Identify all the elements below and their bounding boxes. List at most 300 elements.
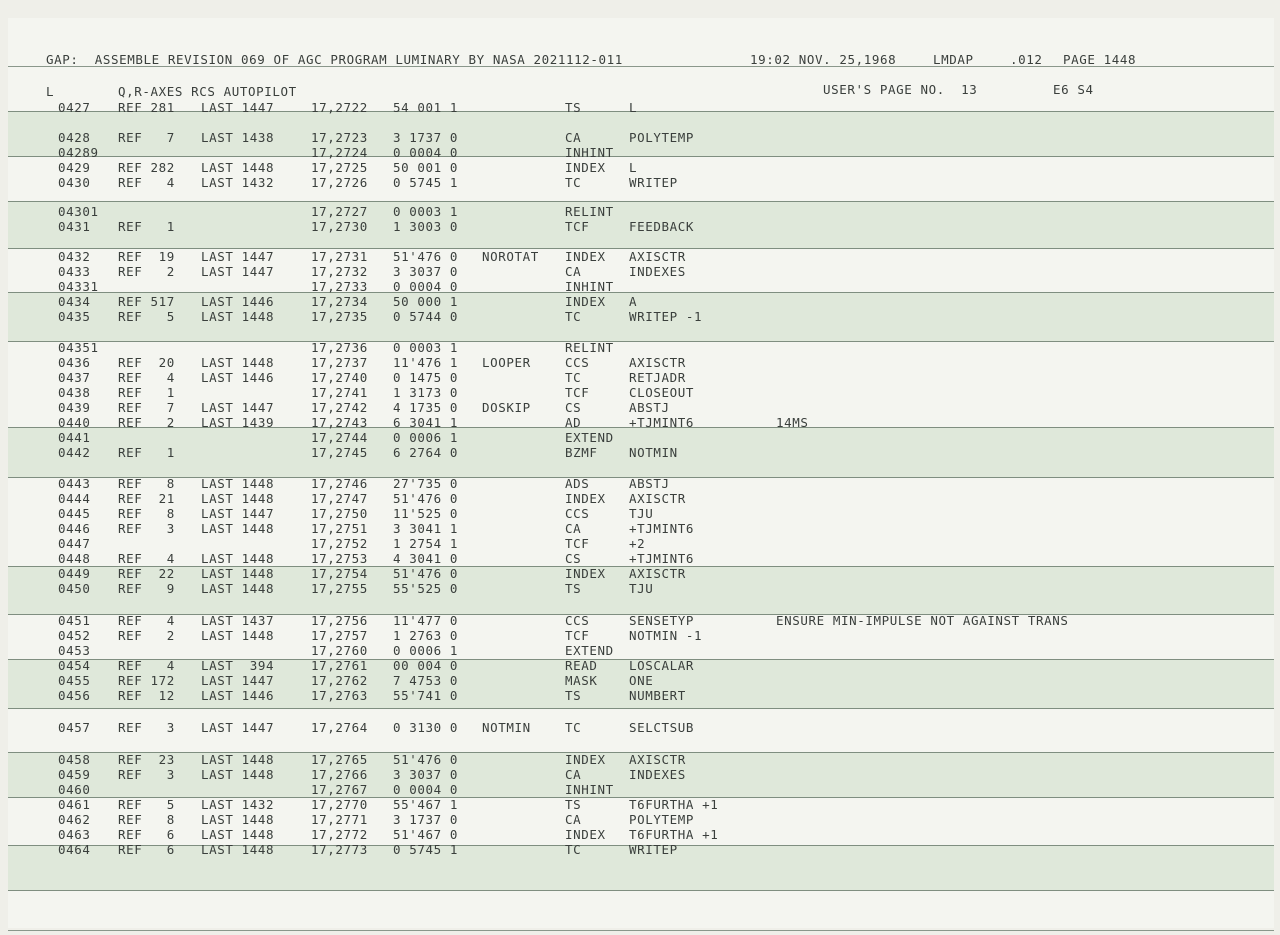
listing-row	[8, 130, 1274, 145]
address: 17,2764	[311, 720, 368, 735]
listing-title: GAP: ASSEMBLE REVISION 069 OF AGC PROGRAM LUMINARY BY NASA 2021112-011	[46, 52, 623, 67]
opcode: CS	[565, 551, 582, 566]
operand: T6FURTHA +1	[629, 827, 719, 842]
address: 17,2742	[311, 400, 368, 415]
comment: ENSURE MIN-IMPULSE NOT AGAINST TRANS	[776, 613, 1069, 628]
line-number: 0452	[58, 628, 91, 643]
address: 17,2773	[311, 842, 368, 857]
address: 17,2746	[311, 476, 368, 491]
opcode: CA	[565, 264, 582, 279]
octal-word: 55'467 1	[393, 797, 459, 812]
listing-row	[8, 613, 1274, 628]
address: 17,2733	[311, 279, 368, 294]
address: 17,2756	[311, 613, 368, 628]
listing-row	[8, 355, 1274, 370]
address: 17,2745	[311, 445, 368, 460]
address: 17,2741	[311, 385, 368, 400]
octal-word: 4 3041 0	[393, 551, 459, 566]
listing-row	[8, 842, 1274, 857]
last-ref: LAST 1447	[201, 249, 275, 264]
opcode: TC	[565, 842, 582, 857]
address: 17,2747	[311, 491, 368, 506]
listing-row	[8, 219, 1274, 234]
opcode: INDEX	[565, 491, 606, 506]
listing-row	[8, 720, 1274, 735]
last-ref: LAST 1448	[201, 767, 275, 782]
last-ref: LAST 1446	[201, 370, 275, 385]
line-number: 04331	[58, 279, 99, 294]
listing-row	[8, 506, 1274, 521]
address: 17,2731	[311, 249, 368, 264]
symbol-label: NOTMIN	[482, 720, 531, 735]
address: 17,2767	[311, 782, 368, 797]
address: 17,2732	[311, 264, 368, 279]
ref-count: REF 517	[118, 294, 175, 309]
ref-count: REF 2	[118, 264, 175, 279]
operand: A	[629, 294, 638, 309]
operand: AXISCTR	[629, 491, 686, 506]
last-ref: LAST 1448	[201, 551, 275, 566]
line-number: 04301	[58, 204, 99, 219]
listing-row	[8, 812, 1274, 827]
ref-count: REF 5	[118, 309, 175, 324]
octal-word: 51'476 0	[393, 566, 459, 581]
address: 17,2752	[311, 536, 368, 551]
opcode: BZMF	[565, 445, 598, 460]
opcode: CS	[565, 400, 582, 415]
ref-count: REF 281	[118, 100, 175, 115]
operand: AXISCTR	[629, 355, 686, 370]
line-number: 0456	[58, 688, 91, 703]
address: 17,2735	[311, 309, 368, 324]
last-ref: LAST 1446	[201, 294, 275, 309]
address: 17,2723	[311, 130, 368, 145]
last-ref: LAST 1437	[201, 613, 275, 628]
address: 17,2760	[311, 643, 368, 658]
opcode: RELINT	[565, 340, 614, 355]
line-number: 0453	[58, 643, 91, 658]
opcode: CCS	[565, 613, 590, 628]
listing-row	[8, 415, 1274, 430]
opcode: CCS	[565, 355, 590, 370]
line-number: 0464	[58, 842, 91, 857]
octal-word: 11'477 0	[393, 613, 459, 628]
listing-row	[8, 827, 1274, 842]
operand: ABSTJ	[629, 476, 670, 491]
operand: WRITEP	[629, 842, 678, 857]
last-ref: LAST 1447	[201, 506, 275, 521]
line-number: 0461	[58, 797, 91, 812]
last-ref: LAST 1448	[201, 160, 275, 175]
last-ref: LAST 394	[201, 658, 275, 673]
section-tag: E6 S4	[1053, 82, 1094, 97]
last-ref: LAST 1448	[201, 827, 275, 842]
listing-row	[8, 430, 1274, 445]
opcode: CA	[565, 767, 582, 782]
listing-row	[8, 536, 1274, 551]
last-ref: LAST 1448	[201, 752, 275, 767]
ref-count: REF 8	[118, 812, 175, 827]
ref-count: REF 8	[118, 476, 175, 491]
address: 17,2761	[311, 658, 368, 673]
last-ref: LAST 1448	[201, 476, 275, 491]
opcode: TC	[565, 370, 582, 385]
section-marker: L	[46, 84, 55, 99]
ref-count: REF 3	[118, 720, 175, 735]
operand: T6FURTHA +1	[629, 797, 719, 812]
operand: AXISCTR	[629, 752, 686, 767]
address: 17,2762	[311, 673, 368, 688]
line-number: 0436	[58, 355, 91, 370]
ref-count: REF 7	[118, 130, 175, 145]
opcode: INHINT	[565, 279, 614, 294]
listing-row	[8, 688, 1274, 703]
opcode: INHINT	[565, 145, 614, 160]
listing-row	[8, 643, 1274, 658]
octal-word: 6 2764 0	[393, 445, 459, 460]
octal-word: 51'476 0	[393, 491, 459, 506]
address: 17,2757	[311, 628, 368, 643]
line-number: 0439	[58, 400, 91, 415]
listing-row	[8, 370, 1274, 385]
opcode: CCS	[565, 506, 590, 521]
line-number: 0455	[58, 673, 91, 688]
operand: +TJMINT6	[629, 521, 695, 536]
line-number: 0454	[58, 658, 91, 673]
ref-count: REF 12	[118, 688, 175, 703]
line-number: 0443	[58, 476, 91, 491]
octal-word: 55'525 0	[393, 581, 459, 596]
ref-count: REF 282	[118, 160, 175, 175]
address: 17,2734	[311, 294, 368, 309]
last-ref: LAST 1448	[201, 842, 275, 857]
listing-row	[8, 145, 1274, 160]
last-ref: LAST 1448	[201, 355, 275, 370]
opcode: INDEX	[565, 827, 606, 842]
line-number: 0447	[58, 536, 91, 551]
line-number: 04289	[58, 145, 99, 160]
octal-word: 51'476 0	[393, 249, 459, 264]
octal-word: 51'467 0	[393, 827, 459, 842]
address: 17,2763	[311, 688, 368, 703]
opcode: TS	[565, 688, 582, 703]
line-number: 0460	[58, 782, 91, 797]
last-ref: LAST 1447	[201, 673, 275, 688]
octal-word: 1 3003 0	[393, 219, 459, 234]
operand: AXISCTR	[629, 566, 686, 581]
octal-word: 51'476 0	[393, 752, 459, 767]
last-ref: LAST 1448	[201, 521, 275, 536]
ref-count: REF 1	[118, 385, 175, 400]
address: 17,2754	[311, 566, 368, 581]
operand: NOTMIN	[629, 445, 678, 460]
octal-word: 0 5744 0	[393, 309, 459, 324]
listing-code: .012	[1010, 52, 1043, 67]
line-number: 0449	[58, 566, 91, 581]
last-ref: LAST 1448	[201, 309, 275, 324]
last-ref: LAST 1447	[201, 100, 275, 115]
address: 17,2770	[311, 797, 368, 812]
listing-row	[8, 385, 1274, 400]
opcode: CA	[565, 812, 582, 827]
octal-word: 3 1737 0	[393, 812, 459, 827]
operand: +2	[629, 536, 646, 551]
opcode: TCF	[565, 628, 590, 643]
listing-row	[8, 752, 1274, 767]
listing-page	[8, 18, 1274, 928]
line-number: 0458	[58, 752, 91, 767]
operand: LOSCALAR	[629, 658, 695, 673]
ref-count: REF 4	[118, 370, 175, 385]
line-number: 0448	[58, 551, 91, 566]
operand: TJU	[629, 581, 654, 596]
operand: ONE	[629, 673, 654, 688]
listing-rows	[8, 18, 1274, 928]
listing-row	[8, 264, 1274, 279]
octal-word: 11'476 1	[393, 355, 459, 370]
line-number: 0432	[58, 249, 91, 264]
listing-system: LMDAP	[933, 52, 974, 67]
opcode: AD	[565, 415, 582, 430]
operand: ABSTJ	[629, 400, 670, 415]
listing-row	[8, 566, 1274, 581]
last-ref: LAST 1447	[201, 720, 275, 735]
address: 17,2725	[311, 160, 368, 175]
opcode: CA	[565, 130, 582, 145]
footer-rule	[8, 930, 1274, 931]
ref-count: REF 20	[118, 355, 175, 370]
octal-word: 00 004 0	[393, 658, 459, 673]
line-number: 0430	[58, 175, 91, 190]
listing-row	[8, 782, 1274, 797]
listing-row	[8, 797, 1274, 812]
ref-count: REF 1	[118, 445, 175, 460]
ref-count: REF 3	[118, 767, 175, 782]
line-number: 0457	[58, 720, 91, 735]
last-ref: LAST 1447	[201, 264, 275, 279]
listing-row	[8, 294, 1274, 309]
listing-row	[8, 476, 1274, 491]
octal-word: 50 001 0	[393, 160, 459, 175]
line-number: 0435	[58, 309, 91, 324]
ref-count: REF 4	[118, 613, 175, 628]
listing-row	[8, 175, 1274, 190]
operand: WRITEP -1	[629, 309, 703, 324]
opcode: TS	[565, 797, 582, 812]
page-number: PAGE 1448	[1063, 52, 1137, 67]
operand: WRITEP	[629, 175, 678, 190]
operand: CLOSEOUT	[629, 385, 695, 400]
octal-word: 0 1475 0	[393, 370, 459, 385]
octal-word: 0 0004 0	[393, 782, 459, 797]
last-ref: LAST 1448	[201, 566, 275, 581]
address: 17,2743	[311, 415, 368, 430]
opcode: TC	[565, 175, 582, 190]
section-title: Q,R-AXES RCS AUTOPILOT	[118, 84, 297, 99]
opcode: INHINT	[565, 782, 614, 797]
address: 17,2722	[311, 100, 368, 115]
opcode: TS	[565, 581, 582, 596]
operand: TJU	[629, 506, 654, 521]
listing-row	[8, 279, 1274, 294]
operand: FEEDBACK	[629, 219, 695, 234]
octal-word: 55'741 0	[393, 688, 459, 703]
octal-word: 0 5745 1	[393, 842, 459, 857]
last-ref: LAST 1432	[201, 175, 275, 190]
octal-word: 0 0006 1	[393, 643, 459, 658]
ref-count: REF 2	[118, 628, 175, 643]
address: 17,2755	[311, 581, 368, 596]
operand: SENSETYP	[629, 613, 695, 628]
octal-word: 0 5745 1	[393, 175, 459, 190]
line-number: 0434	[58, 294, 91, 309]
operand: +TJMINT6	[629, 415, 695, 430]
octal-word: 6 3041 1	[393, 415, 459, 430]
opcode: TS	[565, 100, 582, 115]
last-ref: LAST 1448	[201, 491, 275, 506]
line-number: 0441	[58, 430, 91, 445]
last-ref: LAST 1432	[201, 797, 275, 812]
line-number: 0462	[58, 812, 91, 827]
opcode: TCF	[565, 385, 590, 400]
address: 17,2740	[311, 370, 368, 385]
listing-row	[8, 491, 1274, 506]
operand: +TJMINT6	[629, 551, 695, 566]
listing-row	[8, 658, 1274, 673]
octal-word: 3 1737 0	[393, 130, 459, 145]
listing-timestamp: 19:02 NOV. 25,1968	[750, 52, 897, 67]
address: 17,2751	[311, 521, 368, 536]
ref-count: REF 1	[118, 219, 175, 234]
octal-word: 1 3173 0	[393, 385, 459, 400]
line-number: 0446	[58, 521, 91, 536]
octal-word: 27'735 0	[393, 476, 459, 491]
opcode: INDEX	[565, 752, 606, 767]
operand: RETJADR	[629, 370, 686, 385]
operand: INDEXES	[629, 264, 686, 279]
opcode: EXTEND	[565, 643, 614, 658]
address: 17,2753	[311, 551, 368, 566]
ref-count: REF 3	[118, 521, 175, 536]
operand: POLYTEMP	[629, 812, 695, 827]
address: 17,2727	[311, 204, 368, 219]
octal-word: 3 3037 0	[393, 264, 459, 279]
address: 17,2726	[311, 175, 368, 190]
line-number: 0428	[58, 130, 91, 145]
octal-word: 54 001 1	[393, 100, 459, 115]
ref-count: REF 9	[118, 581, 175, 596]
line-number: 0431	[58, 219, 91, 234]
line-number: 0459	[58, 767, 91, 782]
ref-count: REF 22	[118, 566, 175, 581]
line-number: 0440	[58, 415, 91, 430]
ref-count: REF 5	[118, 797, 175, 812]
address: 17,2744	[311, 430, 368, 445]
listing-row	[8, 521, 1274, 536]
operand: INDEXES	[629, 767, 686, 782]
opcode: ADS	[565, 476, 590, 491]
line-number: 0442	[58, 445, 91, 460]
opcode: TCF	[565, 536, 590, 551]
listing-row	[8, 445, 1274, 460]
octal-word: 0 3130 0	[393, 720, 459, 735]
address: 17,2765	[311, 752, 368, 767]
last-ref: LAST 1439	[201, 415, 275, 430]
listing-row	[8, 673, 1274, 688]
operand: SELCTSUB	[629, 720, 695, 735]
listing-row	[8, 100, 1274, 115]
line-number: 0427	[58, 100, 91, 115]
last-ref: LAST 1448	[201, 628, 275, 643]
octal-word: 0 0004 0	[393, 145, 459, 160]
ref-count: REF 7	[118, 400, 175, 415]
ref-count: REF 21	[118, 491, 175, 506]
ref-count: REF 172	[118, 673, 175, 688]
line-number: 0451	[58, 613, 91, 628]
listing-row	[8, 309, 1274, 324]
opcode: CA	[565, 521, 582, 536]
octal-word: 0 0004 0	[393, 279, 459, 294]
ref-count: REF 4	[118, 551, 175, 566]
opcode: INDEX	[565, 249, 606, 264]
opcode: RELINT	[565, 204, 614, 219]
last-ref: LAST 1438	[201, 130, 275, 145]
ref-count: REF 2	[118, 415, 175, 430]
address: 17,2724	[311, 145, 368, 160]
listing-row	[8, 628, 1274, 643]
ref-count: REF 4	[118, 658, 175, 673]
octal-word: 3 3041 1	[393, 521, 459, 536]
operand: POLYTEMP	[629, 130, 695, 145]
ref-count: REF 8	[118, 506, 175, 521]
ref-count: REF 23	[118, 752, 175, 767]
line-number: 0450	[58, 581, 91, 596]
listing-row	[8, 160, 1274, 175]
operand: AXISCTR	[629, 249, 686, 264]
octal-word: 4 1735 0	[393, 400, 459, 415]
user-page-number: USER'S PAGE NO. 13	[823, 82, 978, 97]
octal-word: 7 4753 0	[393, 673, 459, 688]
line-number: 0445	[58, 506, 91, 521]
opcode: TC	[565, 720, 582, 735]
line-number: 0429	[58, 160, 91, 175]
symbol-label: LOOPER	[482, 355, 531, 370]
octal-word: 50 000 1	[393, 294, 459, 309]
symbol-label: DOSKIP	[482, 400, 531, 415]
octal-word: 0 0003 1	[393, 204, 459, 219]
opcode: INDEX	[565, 294, 606, 309]
address: 17,2730	[311, 219, 368, 234]
line-number: 0463	[58, 827, 91, 842]
octal-word: 0 0006 1	[393, 430, 459, 445]
address: 17,2771	[311, 812, 368, 827]
opcode: TCF	[565, 219, 590, 234]
line-number: 04351	[58, 340, 99, 355]
octal-word: 3 3037 0	[393, 767, 459, 782]
octal-word: 1 2754 1	[393, 536, 459, 551]
address: 17,2772	[311, 827, 368, 842]
listing-row	[8, 551, 1274, 566]
line-number: 0444	[58, 491, 91, 506]
octal-word: 11'525 0	[393, 506, 459, 521]
symbol-label: NOROTAT	[482, 249, 539, 264]
operand: L	[629, 160, 638, 175]
address: 17,2766	[311, 767, 368, 782]
line-number: 0433	[58, 264, 91, 279]
address: 17,2736	[311, 340, 368, 355]
operand: L	[629, 100, 638, 115]
opcode: MASK	[565, 673, 598, 688]
